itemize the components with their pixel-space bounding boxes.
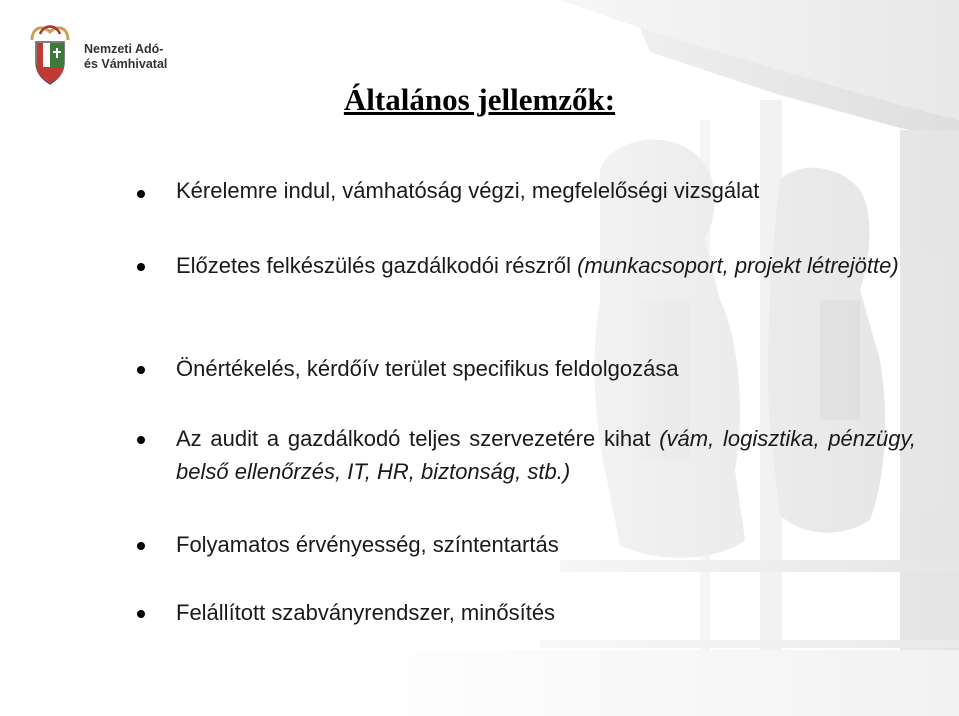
bullet-text	[176, 249, 916, 282]
bullet-text: Felállított szabványrendszer, minősítés	[176, 600, 556, 625]
bullet-text-italic: (munkacsoport, projekt létrejötte)	[577, 253, 899, 278]
bullet-dot-icon	[137, 610, 145, 618]
bullet-text	[176, 422, 916, 488]
bullet-dot-icon	[137, 366, 145, 374]
logo-line-2: és Vámhivatal	[84, 57, 168, 71]
bullet-dot-icon	[137, 263, 145, 271]
bullet-dot-icon	[137, 436, 145, 444]
bullet-dot-icon	[137, 542, 145, 550]
bullet-text: Kérelemre indul, vámhatóság végzi, megfelelőségi vizsgálat	[176, 178, 760, 203]
bullet-text-plain: Az audit a gazdálkodó teljes szervezetére kihat	[176, 426, 660, 451]
bullet-dot-icon	[137, 190, 145, 198]
logo-line-1: Nemzeti Adó-	[84, 42, 164, 56]
page-title: Általános jellemzők:	[343, 82, 616, 117]
bullet-text-plain: Előzetes felkészülés gazdálkodói részről	[176, 253, 578, 278]
bullet-text-italic: (vám, logisztika, pénzügy, belső ellenőrzés, IT, HR, biztonság, stb.)	[176, 426, 916, 484]
bullet-text: Folyamatos érvényesség, színtentartás	[176, 532, 559, 557]
bullet-text: Önértékelés, kérdőív terület specifikus feldolgozása	[176, 356, 679, 381]
